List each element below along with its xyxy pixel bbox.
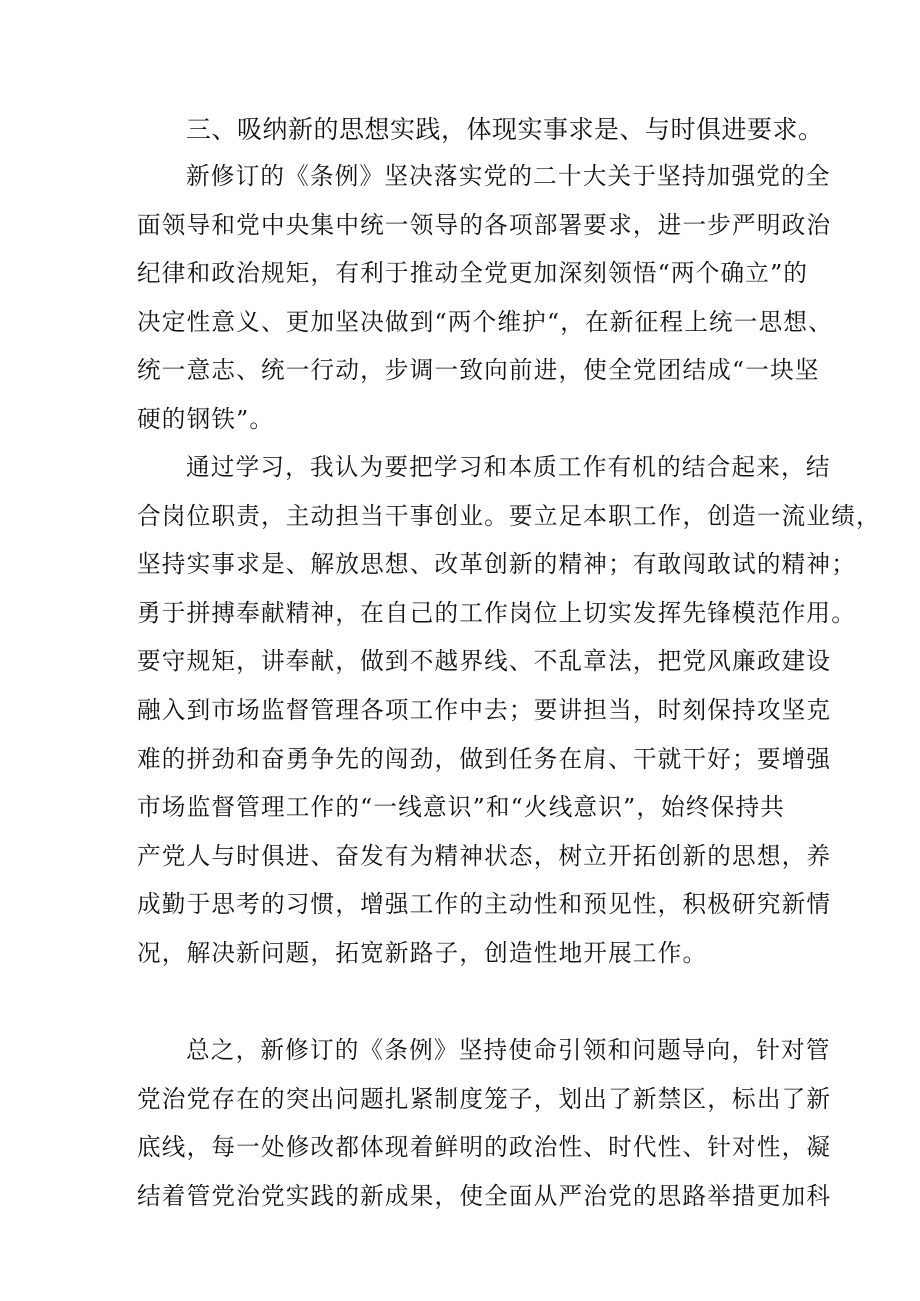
- paragraph-line: 要守规矩，讲奉献，做到不越界线、不乱章法，把党风廉政建设: [137, 647, 832, 676]
- paragraph-line: 党治党存在的突出问题扎紧制度笼子，划出了新禁区，标出了新: [137, 1084, 832, 1113]
- paragraph-line: 难的拼劲和奋勇争先的闯劲，做到任务在肩、干就干好；要增强: [137, 744, 832, 773]
- paragraph-line: 纪律和政治规矩，有利于推动全党更加深刻领悟“两个确立”的: [137, 259, 809, 288]
- paragraph-line: 合岗位职责，主动担当干事创业。要立足本职工作，创造一流业绩，: [137, 501, 881, 530]
- paragraph-line: 成勤于思考的习惯，增强工作的主动性和预见性，积极研究新情: [137, 890, 832, 919]
- paragraph-1: [137, 152, 833, 444]
- paragraph-line: 勇于拼搏奉献精神，在自己的工作岗位上切实发挥先锋模范作用。: [137, 598, 857, 627]
- paragraph-2: [137, 443, 881, 978]
- paragraph-line: 通过学习，我认为要把学习和本质工作有机的结合起来，结: [186, 453, 831, 481]
- paragraph-line: 统一意志、统一行动，步调一致向前进，使全党团结成“一块坚: [137, 356, 820, 385]
- paragraph-line: 结着管党治党实践的新成果，使全面从严治党的思路举措更加科: [137, 1181, 832, 1210]
- paragraph-line: 坚持实事求是、解放思想、改革创新的精神；有敢闯敢试的精神；: [137, 550, 857, 579]
- paragraph-line: 况，解决新问题，拓宽新路子，创造性地开展工作。: [137, 938, 708, 967]
- paragraph-line: 新修订的《条例》坚决落实党的二十大关于坚持加强党的全: [186, 162, 831, 190]
- paragraph-3: [137, 1026, 832, 1220]
- paragraph-line: 面领导和党中央集中统一领导的各项部署要求，进一步严明政治: [137, 210, 832, 239]
- paragraph-line: 总之，新修订的《条例》坚持使命引领和问题导向，针对管: [186, 1036, 831, 1064]
- paragraph-line: 决定性意义、更加坚决做到“两个维护“，在新征程上统一思想、: [137, 307, 833, 336]
- paragraph-line: 底线，每一处修改都体现着鲜明的政治性、时代性、针对性，凝: [137, 1133, 832, 1162]
- paragraph-line: 市场监督管理工作的“一线意识”和“火线意识”，始终保持共: [137, 793, 786, 822]
- paragraph-line: 产党人与时俱进、奋发有为精神状态，树立开拓创新的思想，养: [137, 841, 832, 870]
- paragraph-line: 硬的钢铁”。: [137, 404, 275, 433]
- paragraph-line: 融入到市场监督管理各项工作中去；要讲担当，时刻保持攻坚克: [137, 695, 832, 724]
- section-heading: 三、吸纳新的思想实践，体现实事求是、与时俱进要求。: [186, 115, 824, 144]
